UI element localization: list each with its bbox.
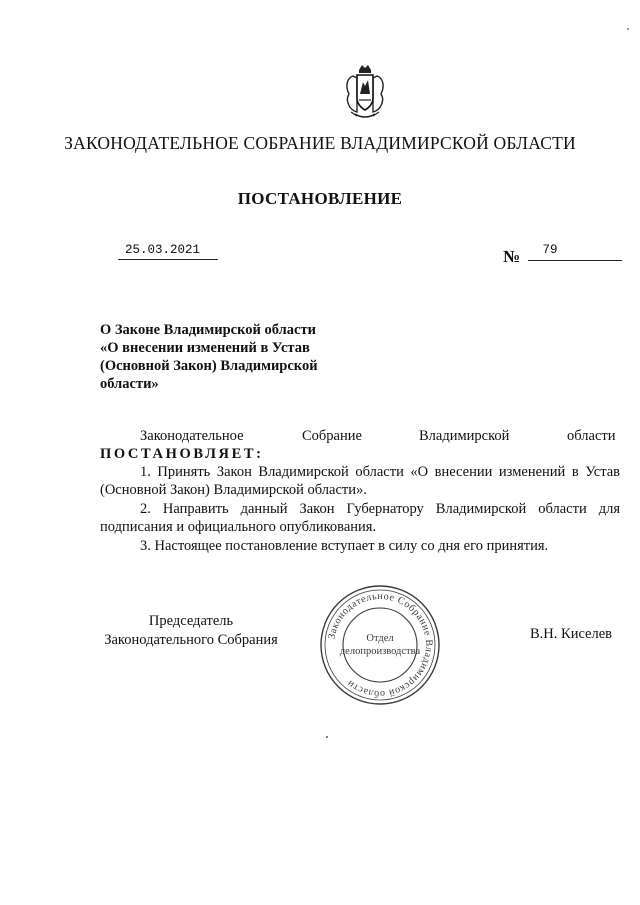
signatory-title-line: Председатель (148, 613, 234, 629)
scan-speck (627, 28, 629, 30)
resolution-item: 2. Направить данный Закон Губернатору Владимирской области для подписания и официального опубликования. (100, 500, 620, 536)
resolution-item: 3. Настоящее постановление вступает в силу со дня его принятия. (140, 537, 549, 554)
subject-line: области» (100, 376, 159, 392)
intro-word: области (567, 428, 616, 444)
organization-name: ЗАКОНОДАТЕЛЬНОЕ СОБРАНИЕ ВЛАДИМИРСКОЙ ОБЛАСТИ (64, 133, 576, 153)
intro-word: Законодательное (140, 428, 244, 444)
signatory-name: В.Н. Киселев (530, 626, 613, 642)
document-type: ПОСТАНОВЛЕНИЕ (237, 189, 403, 208)
subject-line: (Основной Закон) Владимирской (100, 358, 318, 374)
subject-line: О Законе Владимирской области (100, 322, 316, 338)
intro-word: Собрание (302, 428, 362, 444)
stamp-center-line: Отдел (366, 633, 394, 644)
resolution-item: 1. Принять Закон Владимирской области «О внесении изменений в Устав (Основной Закон) Владимирской области». (100, 464, 620, 499)
signatory-title (98, 612, 284, 650)
signatory-title-line: Законодательного Собрания (104, 632, 278, 648)
stamp-center-line: делопроизводства (339, 646, 421, 657)
official-stamp (318, 583, 442, 707)
number-sign: № (503, 247, 521, 266)
intro-word: Владимирской (419, 428, 510, 444)
subject-line: «О внесении изменений в Устав (100, 340, 310, 356)
resolves-heading: ПОСТАНОВЛЯЕТ: (100, 446, 264, 462)
document-date: 25.03.2021 (118, 243, 218, 260)
stamp-ring-text: Законодательное Собрание Владимирской области (326, 590, 435, 700)
scan-speck (326, 736, 328, 738)
document-subject (100, 321, 340, 393)
coat-of-arms-icon (343, 64, 387, 120)
document-number: 79 (542, 243, 558, 257)
resolution-items (100, 463, 620, 555)
